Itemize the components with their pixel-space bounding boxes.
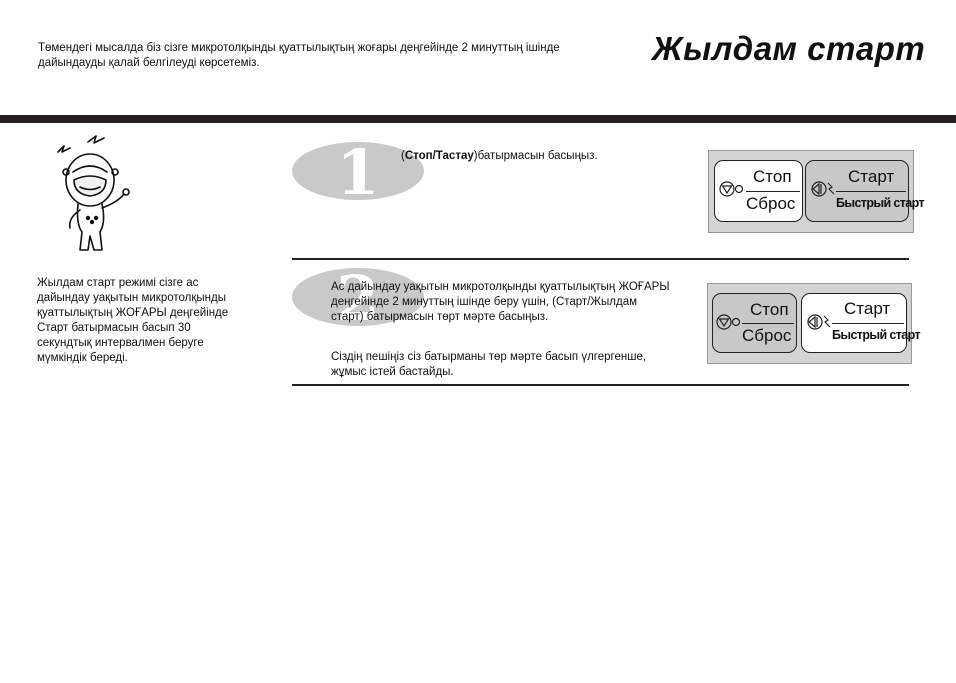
reset-label: Сброс bbox=[742, 326, 792, 345]
stop-label: Стоп bbox=[750, 300, 789, 319]
start-quick-start-button[interactable] bbox=[805, 160, 925, 222]
step-1-number: 1 bbox=[336, 140, 380, 202]
step-divider bbox=[292, 258, 909, 260]
start-icon bbox=[810, 179, 836, 199]
mascot-illustration bbox=[40, 132, 155, 264]
stop-label: Стоп bbox=[753, 167, 792, 186]
stop-reset-button[interactable] bbox=[714, 160, 803, 222]
start-icon bbox=[806, 312, 832, 332]
control-panel-1 bbox=[708, 150, 925, 233]
control-panel-2 bbox=[707, 283, 921, 364]
step-1-bold: Стоп/Тастау bbox=[404, 150, 474, 162]
step-2-text: Ас дайындау уақытын микротолқынды қуаттылықтың ЖОҒАРЫ деңгейінде 2 минуттың ішінде беру үшін, (Старт/Жылдам старт) батырмасын төрт мәрте басыңыз. bbox=[331, 281, 670, 323]
stop-reset-button[interactable] bbox=[712, 293, 797, 353]
start-label: Старт bbox=[848, 167, 895, 186]
step-2-note: Сіздің пешіңіз сіз батырманы төр мәрте басып үлгергенше, жұмыс істей бастайды. bbox=[331, 351, 647, 378]
step-2-number: 2 bbox=[336, 266, 380, 328]
step-1-text: (Стоп/Тастау)батырмасын басыңыз. bbox=[401, 150, 598, 162]
stop-icon bbox=[719, 180, 743, 198]
header-divider bbox=[0, 115, 956, 123]
quick-start-label: Быстрый старт bbox=[836, 196, 925, 210]
start-label: Старт bbox=[844, 299, 891, 318]
quick-start-label: Быстрый старт bbox=[832, 328, 921, 342]
start-quick-start-button[interactable] bbox=[801, 293, 921, 353]
page-title: Жылдам старт bbox=[652, 30, 926, 67]
stop-icon bbox=[716, 313, 740, 331]
intro-text: Төмендегі мысалда біз сізге микротолқынды қуаттылықтың жоғары деңгейінде 2 минуттың ішінде дайындауды қалай белгілеуді көрсетеміз. bbox=[38, 42, 560, 69]
step-divider-bottom bbox=[292, 384, 909, 386]
reset-label: Сброс bbox=[746, 194, 796, 213]
sidebar-description: Жылдам старт режимі сізге ас дайындау уақытын микротолқынды қуаттылықтың ЖОҒАРЫ деңгейінде Старт батырмасын басып 30 секундтық интервалмен беруге мүмкіндік береді. bbox=[37, 277, 229, 364]
